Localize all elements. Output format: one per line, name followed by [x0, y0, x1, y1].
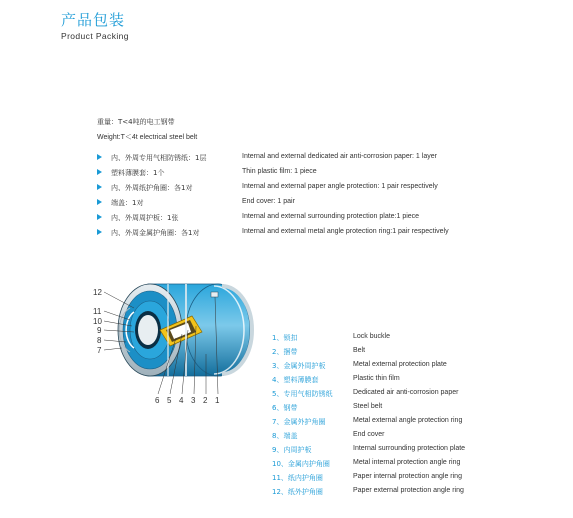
legend-item [272, 473, 562, 485]
legend-cn: 12、纸外护角圈 [272, 488, 323, 496]
weight-cn: 重量：T<4吨的电工钢带 [97, 118, 175, 126]
spec-en: Internal and external paper angle protection: 1 pair respectively [242, 183, 438, 190]
callout-numbers-left [93, 288, 102, 355]
legend-item [272, 445, 562, 457]
spec-cn: 端盖：1对 [111, 199, 144, 207]
spec-cn: 内、外周金属护角圈：各1对 [111, 229, 200, 237]
spec-cn: 塑料薄膜套：1个 [111, 169, 165, 177]
bullet-arrow-icon [97, 169, 102, 175]
coil-packing-diagram [90, 282, 260, 412]
legend-item [272, 361, 562, 373]
spec-en: End cover: 1 pair [242, 198, 295, 205]
callout-number: 11 [93, 307, 102, 316]
bullet-arrow-icon [97, 199, 102, 205]
legend-cn: 10、金属内护角圈 [272, 460, 330, 468]
spec-en: Internal and external metal angle protection ring:1 pair respectively [242, 228, 449, 235]
spec-en: Thin plastic film: 1 piece [242, 168, 317, 175]
legend-item [272, 431, 562, 443]
lock-buckle [211, 292, 218, 297]
legend-cn: 8、端盖 [272, 432, 298, 440]
legend-item [272, 403, 562, 415]
legend-en: Metal external angle protection ring [353, 417, 463, 424]
bullet-arrow-icon [97, 229, 102, 235]
callout-numbers-bottom [155, 396, 220, 405]
weight-en: Weight:T＜4t electrical steel belt [97, 134, 198, 141]
callout-number: 10 [93, 317, 102, 326]
spec-item [97, 198, 557, 210]
callout-number: 1 [215, 396, 220, 405]
spec-en: Internal and external surrounding protection plate:1 piece [242, 213, 420, 220]
legend-en: Metal external protection plate [353, 361, 447, 368]
legend-item [272, 459, 562, 471]
legend-en: Internal surrounding protection plate [353, 445, 466, 452]
legend-cn: 4、塑料薄膜套 [272, 376, 319, 384]
bullet-arrow-icon [97, 184, 102, 190]
legend-item [272, 417, 562, 429]
spec-item [97, 153, 557, 165]
callout-number: 6 [155, 396, 160, 405]
legend-item [272, 389, 562, 401]
legend-cn: 3、金属外周护板 [272, 362, 326, 370]
spec-item [97, 183, 557, 195]
callout-number: 9 [97, 326, 102, 335]
legend-en: Belt [353, 347, 366, 354]
bullet-arrow-icon [97, 214, 102, 220]
callout-number: 8 [97, 336, 102, 345]
legend-cn: 9、内周护板 [272, 446, 312, 454]
legend-item [272, 375, 562, 387]
callout-number: 2 [203, 396, 208, 405]
legend-cn: 7、金属外护角圈 [272, 418, 326, 426]
page-title-cn: 产品包装 [61, 11, 126, 29]
legend-cn: 2、捆带 [272, 348, 298, 356]
legend-en: Metal internal protection angle ring [353, 459, 461, 466]
legend-cn: 5、专用气相防锈纸 [272, 390, 333, 398]
callout-number: 4 [179, 396, 184, 405]
legend-cn: 1、锁扣 [272, 334, 298, 342]
spec-cn: 内、外周纸护角圈：各1对 [111, 184, 193, 192]
callout-number: 12 [93, 288, 102, 297]
legend-item [272, 487, 562, 499]
spec-item [97, 213, 557, 225]
legend-en: Lock buckle [353, 333, 390, 340]
legend-item [272, 347, 562, 359]
legend-item [272, 333, 562, 345]
legend-cn: 11、纸内护角圈 [272, 474, 323, 482]
legend-en: Paper external protection angle ring [353, 487, 464, 494]
callout-number: 7 [97, 346, 102, 355]
callout-number: 5 [167, 396, 172, 405]
spec-en: Internal and external dedicated air anti-corrosion paper: 1 layer [242, 153, 437, 160]
legend-en: Steel belt [353, 403, 383, 410]
page-title-en: Product Packing [61, 31, 129, 41]
legend-en: Dedicated air anti-corrosion paper [353, 389, 459, 396]
legend-cn: 6、钢带 [272, 404, 298, 412]
spec-item [97, 168, 557, 180]
legend-en: Plastic thin film [353, 375, 400, 382]
legend-en: End cover [353, 431, 385, 438]
bullet-arrow-icon [97, 154, 102, 160]
spec-cn: 内、外周专用气相防锈纸：1层 [111, 154, 207, 162]
callout-number: 3 [191, 396, 196, 405]
legend-en: Paper internal protection angle ring [353, 473, 462, 480]
spec-item [97, 228, 557, 240]
spec-cn: 内、外周周护板：1张 [111, 214, 179, 222]
